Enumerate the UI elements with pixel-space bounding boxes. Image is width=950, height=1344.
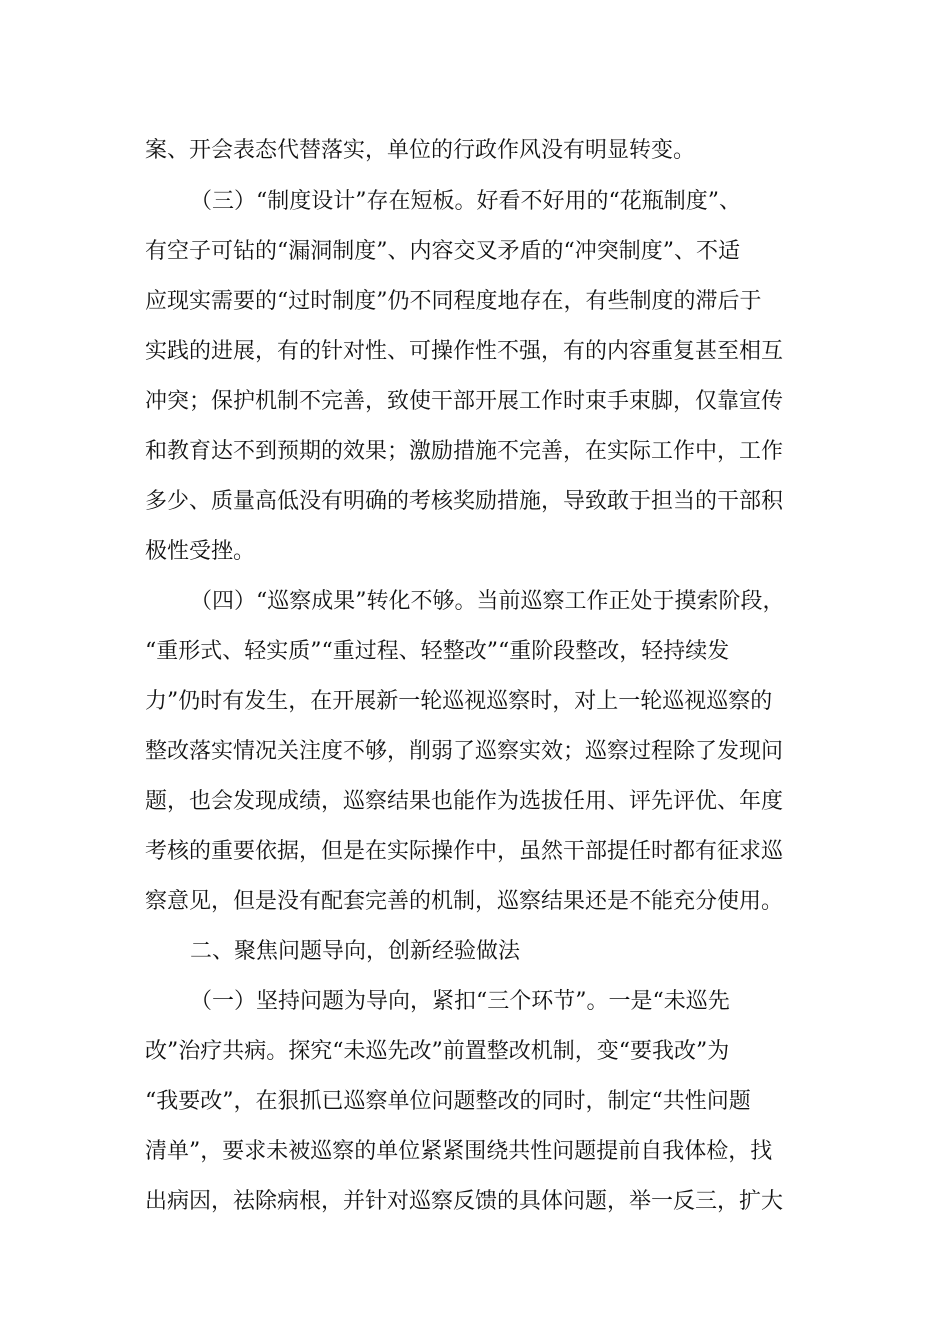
text-line: 和教育达不到预期的效果；激励措施不完善，在实际工作中，工作 xyxy=(145,439,784,464)
text-line: 改”治疗共病。探究“未巡先改”前置整改机制，变“要我改”为 xyxy=(145,1039,730,1064)
text-line: 实践的进展，有的针对性、可操作性不强，有的内容重复甚至相互 xyxy=(145,339,784,364)
text-line: 题，也会发现成绩，巡察结果也能作为选拔任用、评先评优、年度 xyxy=(145,789,784,814)
text-line: 考核的重要依据，但是在实际操作中，虽然干部提任时都有征求巡 xyxy=(145,839,784,864)
text-line: 出病因，祛除病根，并针对巡察反馈的具体问题，举一反三，扩大 xyxy=(145,1189,784,1214)
paragraph-heading-4: （四）“巡察成果”转化不够。当前巡察工作正处于摸索阶段， xyxy=(190,589,785,614)
text-line: 多少、质量高低没有明确的考核奖励措施，导致敢于担当的干部积 xyxy=(145,489,784,514)
text-line: 有空子可钻的“漏洞制度”、内容交叉矛盾的“冲突制度”、不适 xyxy=(145,239,740,264)
text-line: 整改落实情况关注度不够，削弱了巡察实效；巡察过程除了发现问 xyxy=(145,739,784,764)
section-heading: 二、聚焦问题导向，创新经验做法 xyxy=(190,939,521,964)
paragraph-heading-3: （三）“制度设计”存在短板。好看不好用的“花瓶制度”、 xyxy=(190,189,741,214)
text-line: 极性受挫。 xyxy=(145,539,256,564)
text-line: 清单”，要求未被巡察的单位紧紧围绕共性问题提前自我体检，找 xyxy=(145,1139,773,1164)
text-line: 冲突；保护机制不完善，致使干部开展工作时束手束脚，仅靠宣传 xyxy=(145,389,784,414)
text-line: 案、开会表态代替落实，单位的行政作风没有明显转变。 xyxy=(145,138,696,163)
text-line: “我要改”，在狠抓已巡察单位问题整改的同时，制定“共性问题 xyxy=(145,1089,751,1114)
text-line: 应现实需要的“过时制度”仍不同程度地存在，有些制度的滞后于 xyxy=(145,289,762,314)
text-line: “重形式、轻实质”“重过程、轻整改”“重阶段整改，轻持续发 xyxy=(145,639,730,664)
text-line: 察意见，但是没有配套完善的机制，巡察结果还是不能充分使用。 xyxy=(145,889,784,914)
paragraph-heading-1: （一）坚持问题为导向，紧扣“三个环节”。一是“未巡先 xyxy=(190,989,730,1014)
text-line: 力”仍时有发生，在开展新一轮巡视巡察时，对上一轮巡视巡察的 xyxy=(145,689,773,714)
